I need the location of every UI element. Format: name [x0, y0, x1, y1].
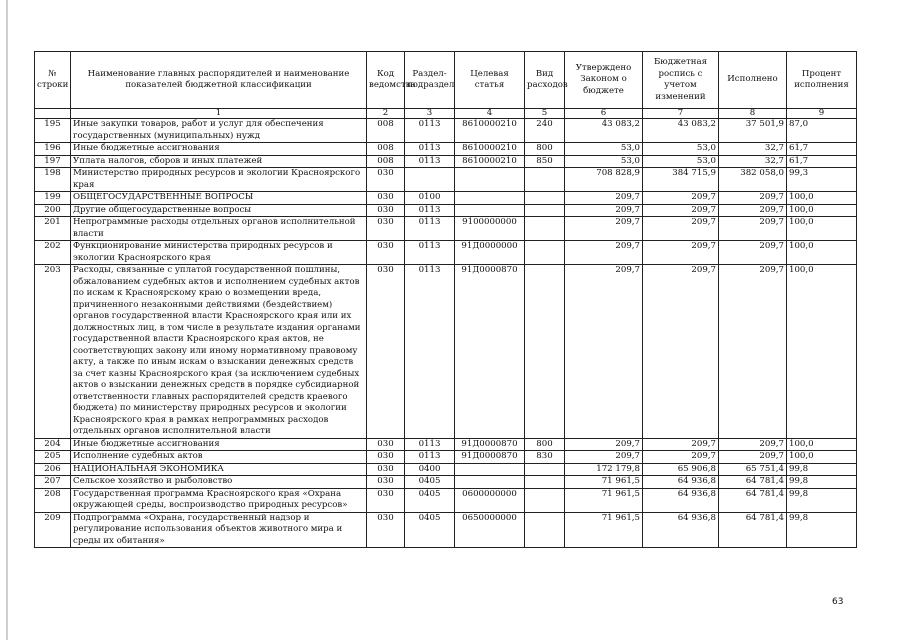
budget-table [34, 51, 857, 548]
row-name: Иные бюджетные ассигнования [71, 143, 367, 156]
row-target-item: 0650000000 [455, 512, 525, 548]
row-department-code: 030 [367, 476, 405, 489]
row-executed: 209,7 [719, 451, 787, 464]
row-budget-plan: 384 715,9 [643, 168, 719, 192]
row-budget-plan: 43 083,2 [643, 119, 719, 143]
row-approved: 209,7 [565, 217, 643, 241]
row-name: Министерство природных ресурсов и экологии Красноярского края [71, 168, 367, 192]
row-budget-plan: 53,0 [643, 155, 719, 168]
row-department-code: 030 [367, 204, 405, 217]
row-executed: 37 501,9 [719, 119, 787, 143]
table-row [35, 451, 857, 464]
column-number: 7 [643, 109, 719, 119]
row-department-code: 030 [367, 217, 405, 241]
row-section: 0113 [405, 155, 455, 168]
row-name: ОБЩЕГОСУДАРСТВЕННЫЕ ВОПРОСЫ [71, 192, 367, 205]
row-executed: 382 058,0 [719, 168, 787, 192]
row-percent: 99,8 [787, 488, 857, 512]
row-target-item [455, 192, 525, 205]
row-expense-kind [525, 204, 565, 217]
row-number: 207 [35, 476, 71, 489]
row-budget-plan: 65 906,8 [643, 463, 719, 476]
row-budget-plan: 209,7 [643, 217, 719, 241]
row-budget-plan: 53,0 [643, 143, 719, 156]
table-row [35, 155, 857, 168]
header-executed: Исполнено [719, 52, 787, 109]
header-section: Раздел-подраздел [405, 52, 455, 109]
row-executed: 64 781,4 [719, 476, 787, 489]
row-budget-plan: 64 936,8 [643, 476, 719, 489]
column-number: 1 [71, 109, 367, 119]
row-section: 0113 [405, 204, 455, 217]
row-approved: 209,7 [565, 241, 643, 265]
row-number: 206 [35, 463, 71, 476]
row-approved: 71 961,5 [565, 476, 643, 489]
row-department-code: 030 [367, 512, 405, 548]
row-target-item: 91Д0000870 [455, 438, 525, 451]
row-number: 208 [35, 488, 71, 512]
table-row [35, 438, 857, 451]
row-section: 0405 [405, 488, 455, 512]
row-section: 0113 [405, 217, 455, 241]
row-expense-kind: 830 [525, 451, 565, 464]
row-department-code: 030 [367, 488, 405, 512]
row-expense-kind [525, 192, 565, 205]
header-percent: Процент исполнения [787, 52, 857, 109]
row-approved: 209,7 [565, 204, 643, 217]
row-department-code: 030 [367, 265, 405, 439]
row-budget-plan: 209,7 [643, 192, 719, 205]
row-executed: 209,7 [719, 241, 787, 265]
row-approved: 172 179,8 [565, 463, 643, 476]
row-approved: 209,7 [565, 265, 643, 439]
header-name: Наименование главных распорядителей и наименование показателей бюджетной классификации [71, 52, 367, 109]
row-approved: 71 961,5 [565, 488, 643, 512]
row-name: НАЦИОНАЛЬНАЯ ЭКОНОМИКА [71, 463, 367, 476]
table-row [35, 488, 857, 512]
row-approved: 209,7 [565, 451, 643, 464]
row-target-item [455, 204, 525, 217]
header-department-code: Код ведомства [367, 52, 405, 109]
row-executed: 65 751,4 [719, 463, 787, 476]
row-number: 205 [35, 451, 71, 464]
row-expense-kind: 800 [525, 143, 565, 156]
row-section: 0113 [405, 119, 455, 143]
row-number: 204 [35, 438, 71, 451]
row-approved: 209,7 [565, 438, 643, 451]
header-target-item: Целевая статья [455, 52, 525, 109]
row-number: 199 [35, 192, 71, 205]
row-budget-plan: 209,7 [643, 265, 719, 439]
header-expense-kind: Вид расходов [525, 52, 565, 109]
row-percent: 100,0 [787, 217, 857, 241]
row-percent: 99,3 [787, 168, 857, 192]
row-section: 0113 [405, 451, 455, 464]
row-name: Расходы, связанные с уплатой государственной пошлины, обжалованием судебных актов и исполнением судебных актов по искам к Красноярскому краю о возмещении вреда, причиненного незаконными действиями (бездействием) органов государственной власти Красноярского края или их должностных лиц, в том числе в результате издания органами государственной власти Красноярского края актов, не соответствующих закону или иному нормативному правовому акту, а также по иным искам о взыскании денежных средств за счет казны Красноярского края (за исключением судебных актов о взыскании денежных средств в порядке субсидиарной ответственности главных распорядителей средств краевого бюджета) по министерству природных ресурсов и экологии Красноярского края в рамках непрограммных расходов отдельных органов исполнительной власти [71, 265, 367, 439]
column-number: 5 [525, 109, 565, 119]
header-budget-plan: Бюджетная роспись с учетом изменений [643, 52, 719, 109]
row-percent: 99,8 [787, 476, 857, 489]
row-percent: 99,8 [787, 512, 857, 548]
row-expense-kind [525, 476, 565, 489]
row-name: Исполнение судебных актов [71, 451, 367, 464]
row-name: Непрограммные расходы отдельных органов исполнительной власти [71, 217, 367, 241]
row-section: 0113 [405, 438, 455, 451]
row-department-code: 030 [367, 463, 405, 476]
table-row [35, 512, 857, 548]
column-number: 9 [787, 109, 857, 119]
row-target-item: 91Д0000000 [455, 241, 525, 265]
table-row [35, 476, 857, 489]
row-target-item: 8610000210 [455, 143, 525, 156]
row-approved: 53,0 [565, 155, 643, 168]
row-expense-kind: 850 [525, 155, 565, 168]
row-expense-kind [525, 512, 565, 548]
row-expense-kind [525, 265, 565, 439]
row-expense-kind: 800 [525, 438, 565, 451]
row-section [405, 168, 455, 192]
row-percent: 100,0 [787, 192, 857, 205]
row-name: Другие общегосударственные вопросы [71, 204, 367, 217]
column-number: 2 [367, 109, 405, 119]
row-executed: 209,7 [719, 192, 787, 205]
row-expense-kind [525, 168, 565, 192]
table-row [35, 217, 857, 241]
row-target-item [455, 463, 525, 476]
row-budget-plan: 209,7 [643, 241, 719, 265]
row-section: 0400 [405, 463, 455, 476]
row-percent: 100,0 [787, 438, 857, 451]
row-executed: 64 781,4 [719, 488, 787, 512]
row-expense-kind [525, 217, 565, 241]
row-number: 201 [35, 217, 71, 241]
row-executed: 32,7 [719, 143, 787, 156]
row-name: Уплата налогов, сборов и иных платежей [71, 155, 367, 168]
row-number: 196 [35, 143, 71, 156]
row-target-item [455, 168, 525, 192]
row-percent: 99,8 [787, 463, 857, 476]
row-number: 209 [35, 512, 71, 548]
row-executed: 209,7 [719, 217, 787, 241]
row-percent: 100,0 [787, 451, 857, 464]
row-budget-plan: 64 936,8 [643, 512, 719, 548]
row-budget-plan: 209,7 [643, 204, 719, 217]
column-number [35, 109, 71, 119]
row-section: 0113 [405, 265, 455, 439]
row-department-code: 030 [367, 168, 405, 192]
row-department-code: 030 [367, 438, 405, 451]
row-section: 0113 [405, 241, 455, 265]
row-target-item: 9100000000 [455, 217, 525, 241]
row-department-code: 030 [367, 192, 405, 205]
row-name: Иные бюджетные ассигнования [71, 438, 367, 451]
row-section: 0405 [405, 476, 455, 489]
row-section: 0113 [405, 143, 455, 156]
page-number: 63 [832, 597, 844, 607]
row-name: Подпрограмма «Охрана, государственный надзор и регулирование использования объектов животного мира и среды их обитания» [71, 512, 367, 548]
row-percent: 61,7 [787, 155, 857, 168]
table-row [35, 265, 857, 439]
row-section: 0405 [405, 512, 455, 548]
row-name: Сельское хозяйство и рыболовство [71, 476, 367, 489]
row-name: Функционирование министерства природных ресурсов и экологии Красноярского края [71, 241, 367, 265]
table-row [35, 119, 857, 143]
header-approved: Утверждено Законом о бюджете [565, 52, 643, 109]
row-department-code: 030 [367, 241, 405, 265]
table-row [35, 463, 857, 476]
row-department-code: 030 [367, 451, 405, 464]
row-budget-plan: 209,7 [643, 438, 719, 451]
row-percent: 100,0 [787, 241, 857, 265]
row-approved: 708 828,9 [565, 168, 643, 192]
column-number: 4 [455, 109, 525, 119]
row-approved: 43 083,2 [565, 119, 643, 143]
row-name: Государственная программа Красноярского края «Охрана окружающей среды, воспроизводство природных ресурсов» [71, 488, 367, 512]
row-executed: 209,7 [719, 438, 787, 451]
table-row [35, 204, 857, 217]
column-number: 6 [565, 109, 643, 119]
row-expense-kind: 240 [525, 119, 565, 143]
row-percent: 100,0 [787, 204, 857, 217]
row-target-item: 8610000210 [455, 155, 525, 168]
column-number: 3 [405, 109, 455, 119]
row-percent: 100,0 [787, 265, 857, 439]
row-percent: 87,0 [787, 119, 857, 143]
table-row [35, 192, 857, 205]
row-expense-kind [525, 463, 565, 476]
column-number: 8 [719, 109, 787, 119]
row-approved: 209,7 [565, 192, 643, 205]
row-executed: 64 781,4 [719, 512, 787, 548]
row-budget-plan: 64 936,8 [643, 488, 719, 512]
row-number: 203 [35, 265, 71, 439]
row-percent: 61,7 [787, 143, 857, 156]
row-budget-plan: 209,7 [643, 451, 719, 464]
scan-edge-line [6, 0, 8, 640]
row-department-code: 008 [367, 119, 405, 143]
header-row-number: № строки [35, 52, 71, 109]
row-number: 202 [35, 241, 71, 265]
row-target-item: 91Д0000870 [455, 451, 525, 464]
table-row [35, 168, 857, 192]
row-department-code: 008 [367, 143, 405, 156]
row-number: 198 [35, 168, 71, 192]
row-number: 197 [35, 155, 71, 168]
row-expense-kind [525, 241, 565, 265]
row-number: 195 [35, 119, 71, 143]
column-number-row [35, 109, 857, 119]
row-approved: 71 961,5 [565, 512, 643, 548]
row-section: 0100 [405, 192, 455, 205]
table-row [35, 143, 857, 156]
row-name: Иные закупки товаров, работ и услуг для обеспечения государственных (муниципальных) нужд [71, 119, 367, 143]
row-executed: 209,7 [719, 204, 787, 217]
row-executed: 32,7 [719, 155, 787, 168]
table-row [35, 241, 857, 265]
row-target-item: 8610000210 [455, 119, 525, 143]
row-target-item: 91Д0000870 [455, 265, 525, 439]
row-target-item: 0600000000 [455, 488, 525, 512]
row-expense-kind [525, 488, 565, 512]
row-number: 200 [35, 204, 71, 217]
row-department-code: 008 [367, 155, 405, 168]
row-target-item [455, 476, 525, 489]
row-approved: 53,0 [565, 143, 643, 156]
row-executed: 209,7 [719, 265, 787, 439]
header-row [35, 52, 857, 109]
